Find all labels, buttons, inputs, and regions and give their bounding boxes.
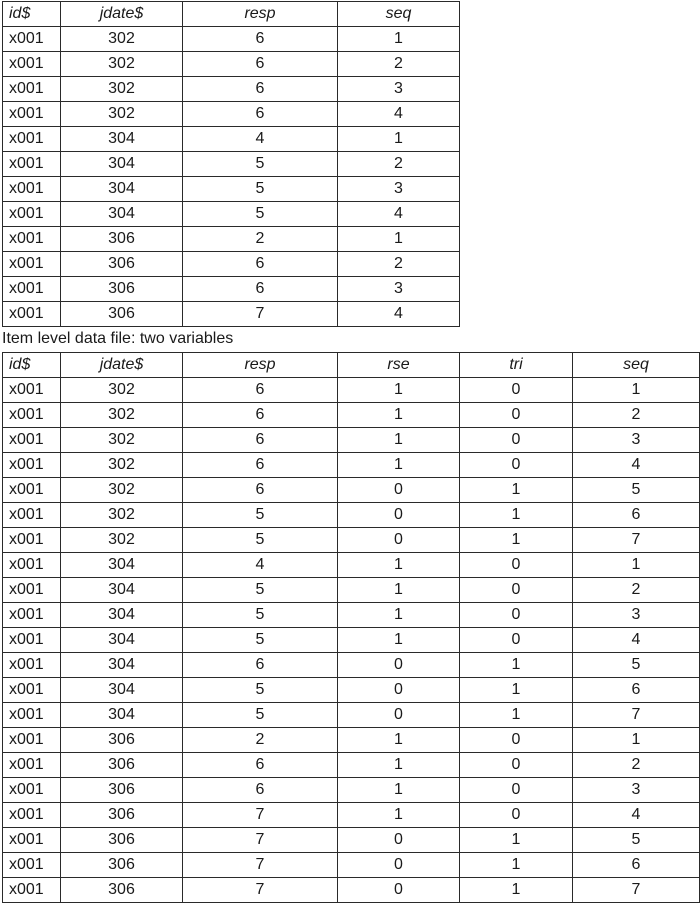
column-header: jdate$ [61,2,183,27]
table-row [3,753,700,778]
table-cell: x001 [3,778,61,803]
table-cell: x001 [3,77,61,102]
table-row [3,828,700,853]
item-data-table-two [2,352,700,903]
table-two-header [3,353,700,378]
table-cell: 0 [338,853,460,878]
table-cell: 6 [183,252,338,277]
table-cell: x001 [3,227,61,252]
table-cell: x001 [3,703,61,728]
table-cell: x001 [3,553,61,578]
table-cell: x001 [3,803,61,828]
table-cell: 304 [61,152,183,177]
table-cell: 1 [338,428,460,453]
table-cell: 0 [460,403,573,428]
table-cell: 6 [183,77,338,102]
table-cell: 0 [460,603,573,628]
item-data-table-one [2,1,460,327]
column-header: jdate$ [61,353,183,378]
table-cell: 0 [460,778,573,803]
table-cell: 304 [61,177,183,202]
table-cell: 302 [61,478,183,503]
table-cell: 302 [61,528,183,553]
table-cell: 2 [573,753,700,778]
table-cell: 6 [183,52,338,77]
header-row [3,353,700,378]
table-cell: 7 [573,878,700,903]
table-cell: 3 [573,778,700,803]
table-cell: 5 [183,703,338,728]
table-cell: 302 [61,453,183,478]
table-cell: 1 [460,703,573,728]
table-cell: 2 [573,403,700,428]
table-cell: 1 [338,803,460,828]
table-cell: 1 [460,878,573,903]
table-cell: x001 [3,177,61,202]
table-row [3,227,460,252]
table-row [3,102,460,127]
table-cell: 306 [61,778,183,803]
table-cell: x001 [3,127,61,152]
table-row [3,703,700,728]
table-cell: 304 [61,202,183,227]
table-row [3,678,700,703]
table-cell: x001 [3,503,61,528]
table-cell: 306 [61,728,183,753]
table-cell: 302 [61,77,183,102]
table-cell: 0 [338,678,460,703]
table-cell: x001 [3,27,61,52]
table-cell: x001 [3,578,61,603]
table-cell: 0 [338,478,460,503]
table-cell: 1 [460,853,573,878]
table-cell: 0 [338,878,460,903]
table-cell: x001 [3,52,61,77]
table-cell: 306 [61,853,183,878]
table-cell: 6 [183,478,338,503]
table-cell: 4 [573,628,700,653]
table-cell: 304 [61,603,183,628]
table-row [3,603,700,628]
table-cell: 302 [61,503,183,528]
table-cell: 6 [183,378,338,403]
column-header: id$ [3,353,61,378]
table-row [3,428,700,453]
table-row [3,152,460,177]
table-cell: 1 [338,127,460,152]
table-cell: 4 [338,102,460,127]
table-cell: 3 [338,277,460,302]
table-cell: 6 [183,428,338,453]
table-cell: x001 [3,528,61,553]
table-cell: x001 [3,302,61,327]
table-row [3,177,460,202]
column-header: rse [338,353,460,378]
table-row [3,578,700,603]
table-cell: 0 [460,453,573,478]
table-cell: x001 [3,403,61,428]
table-row [3,553,700,578]
table-cell: 1 [338,403,460,428]
table-cell: 5 [573,653,700,678]
table-cell: 306 [61,878,183,903]
table-cell: 6 [183,277,338,302]
table-cell: 7 [573,703,700,728]
table-cell: 306 [61,252,183,277]
table-cell: 1 [460,528,573,553]
table-cell: 1 [573,378,700,403]
table-cell: x001 [3,378,61,403]
table-cell: 1 [573,728,700,753]
table-cell: x001 [3,828,61,853]
table-cell: 6 [573,853,700,878]
table-cell: 7 [183,878,338,903]
table-cell: 2 [338,52,460,77]
table-cell: 0 [460,628,573,653]
table-cell: 4 [338,202,460,227]
table-cell: 5 [183,603,338,628]
table-cell: x001 [3,628,61,653]
table-cell: 304 [61,553,183,578]
table-cell: 0 [460,728,573,753]
table-cell: 4 [573,803,700,828]
table-cell: 1 [338,578,460,603]
table-one-header [3,2,460,27]
table-cell: 4 [183,553,338,578]
table-cell: 0 [338,528,460,553]
table-cell: 306 [61,302,183,327]
table-cell: x001 [3,453,61,478]
table-cell: 6 [183,653,338,678]
table-cell: 302 [61,378,183,403]
table-cell: 4 [183,127,338,152]
table-row [3,878,700,903]
table-cell: 5 [183,678,338,703]
table-cell: 304 [61,653,183,678]
table-cell: 1 [338,728,460,753]
table-row [3,503,700,528]
table-cell: 1 [338,753,460,778]
column-header: seq [338,2,460,27]
table-cell: 5 [183,152,338,177]
table-one-body [3,27,460,327]
table-cell: 0 [460,553,573,578]
table-row [3,853,700,878]
table-cell: x001 [3,277,61,302]
table-cell: 2 [338,252,460,277]
table-cell: x001 [3,478,61,503]
table-cell: 2 [183,227,338,252]
table-cell: 302 [61,52,183,77]
table-two-body [3,378,700,903]
table-cell: 6 [183,453,338,478]
table-cell: 306 [61,227,183,252]
table-cell: 304 [61,127,183,152]
table-cell: 2 [183,728,338,753]
table-cell: 6 [183,403,338,428]
table-cell: x001 [3,428,61,453]
table-row [3,628,700,653]
table-cell: 7 [183,853,338,878]
table-cell: 0 [460,578,573,603]
table-cell: 6 [183,753,338,778]
table-row [3,52,460,77]
table-cell: 0 [338,828,460,853]
table-cell: 5 [573,478,700,503]
table-cell: 1 [460,653,573,678]
table-cell: 1 [338,27,460,52]
table-cell: x001 [3,252,61,277]
table-cell: 3 [338,177,460,202]
table-cell: 2 [338,152,460,177]
table-cell: 1 [338,227,460,252]
table-cell: 6 [183,778,338,803]
table-cell: 7 [183,302,338,327]
table-row [3,27,460,52]
table-cell: 7 [183,803,338,828]
table-cell: x001 [3,202,61,227]
table-cell: 7 [573,528,700,553]
table-cell: 0 [460,378,573,403]
table-row [3,378,700,403]
table-cell: 6 [183,102,338,127]
table-cell: 304 [61,703,183,728]
table-cell: x001 [3,102,61,127]
table-cell: 5 [183,528,338,553]
table-cell: 0 [338,703,460,728]
table-caption: Item level data file: two variables [2,330,234,347]
table-row [3,528,700,553]
table-cell: 0 [460,428,573,453]
table-cell: 306 [61,753,183,778]
table-cell: 1 [338,453,460,478]
table-cell: 5 [183,578,338,603]
table-row [3,302,460,327]
table-cell: 5 [183,503,338,528]
table-cell: 1 [460,503,573,528]
table-cell: x001 [3,603,61,628]
table-row [3,478,700,503]
table-cell: x001 [3,152,61,177]
column-header: resp [183,2,338,27]
table-cell: x001 [3,653,61,678]
table-cell: 1 [338,778,460,803]
table-cell: 304 [61,678,183,703]
table-cell: 5 [183,628,338,653]
table-cell: 302 [61,27,183,52]
table-row [3,778,700,803]
table-cell: 1 [338,553,460,578]
table-cell: 3 [338,77,460,102]
table-cell: 1 [338,628,460,653]
table-cell: 1 [573,553,700,578]
table-row [3,453,700,478]
table-row [3,202,460,227]
table-cell: 0 [460,803,573,828]
table-cell: 306 [61,277,183,302]
table-cell: x001 [3,753,61,778]
table-cell: 306 [61,803,183,828]
table-row [3,252,460,277]
column-header: seq [573,353,700,378]
table-cell: 5 [183,202,338,227]
column-header: resp [183,353,338,378]
table-cell: 0 [460,753,573,778]
table-cell: 6 [183,27,338,52]
column-header: id$ [3,2,61,27]
table-cell: x001 [3,878,61,903]
table-cell: 1 [460,828,573,853]
table-cell: 6 [573,503,700,528]
table-cell: 1 [338,603,460,628]
table-cell: 1 [460,478,573,503]
table-cell: 4 [573,453,700,478]
table-cell: 0 [338,653,460,678]
column-header: tri [460,353,573,378]
table-cell: 4 [338,302,460,327]
table-cell: 304 [61,628,183,653]
table-cell: 304 [61,578,183,603]
header-row [3,2,460,27]
table-cell: 3 [573,428,700,453]
table-cell: 5 [573,828,700,853]
table-cell: 2 [573,578,700,603]
table-cell: x001 [3,728,61,753]
table-cell: 3 [573,603,700,628]
table-row [3,403,700,428]
table-row [3,728,700,753]
table-row [3,127,460,152]
table-row [3,803,700,828]
table-cell: 1 [460,678,573,703]
table-cell: 6 [573,678,700,703]
table-cell: 5 [183,177,338,202]
table-cell: 306 [61,828,183,853]
table-cell: 1 [338,378,460,403]
table-row [3,653,700,678]
table-row [3,77,460,102]
table-cell: 7 [183,828,338,853]
table-cell: x001 [3,853,61,878]
table-cell: 302 [61,403,183,428]
table-cell: 302 [61,428,183,453]
table-cell: 302 [61,102,183,127]
table-cell: 0 [338,503,460,528]
table-row [3,277,460,302]
table-cell: x001 [3,678,61,703]
